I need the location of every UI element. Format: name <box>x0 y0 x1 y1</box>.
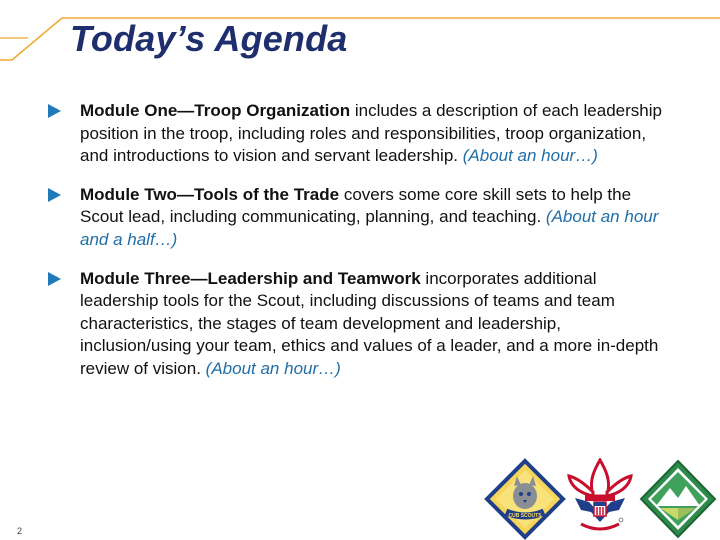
agenda-item-duration: (About an hour and a half…) <box>80 207 659 249</box>
agenda-item-duration: (About an hour…) <box>205 358 341 378</box>
agenda-item-module-three <box>48 268 668 381</box>
agenda-item-description: incorporates additional leadership tools for the Scout, including discussions of teams and team characteristics, the stages of team development and leadership, inclusion/using your team, ethics and values of a leader, and a more in-depth review of vision. <box>80 268 659 378</box>
agenda-list <box>48 100 668 397</box>
agenda-item-description: covers some core skill sets to help the Scout lead, including communicating, planning, and teaching. <box>80 184 632 227</box>
agenda-item-module-one <box>48 100 668 168</box>
triangle-bullet-icon <box>48 104 61 118</box>
boy-scout-emblem-icon <box>563 458 637 538</box>
agenda-item-heading: Module One—Troop Organization <box>80 101 351 120</box>
agenda-item-heading: Module Three—Leadership and Teamwork <box>80 268 421 288</box>
svg-text:CUB SCOUTS: CUB SCOUTS <box>508 513 542 519</box>
agenda-item-module-two <box>48 184 668 252</box>
venturing-emblem-icon <box>638 458 718 540</box>
slide-title: Today’s Agenda <box>70 18 348 59</box>
agenda-item-duration: (About an hour…) <box>462 146 598 166</box>
cub-scout-emblem-icon <box>484 458 566 540</box>
triangle-bullet-icon <box>48 188 61 202</box>
agenda-item-description: includes a description of each leadership position in the troop, including roles and responsibilities, troop organization, and introductions to vision and servant leadership. <box>80 101 662 166</box>
agenda-item-heading: Module Two—Tools of the Trade <box>80 184 340 204</box>
triangle-bullet-icon <box>48 272 61 286</box>
page-number: 2 <box>17 526 23 536</box>
